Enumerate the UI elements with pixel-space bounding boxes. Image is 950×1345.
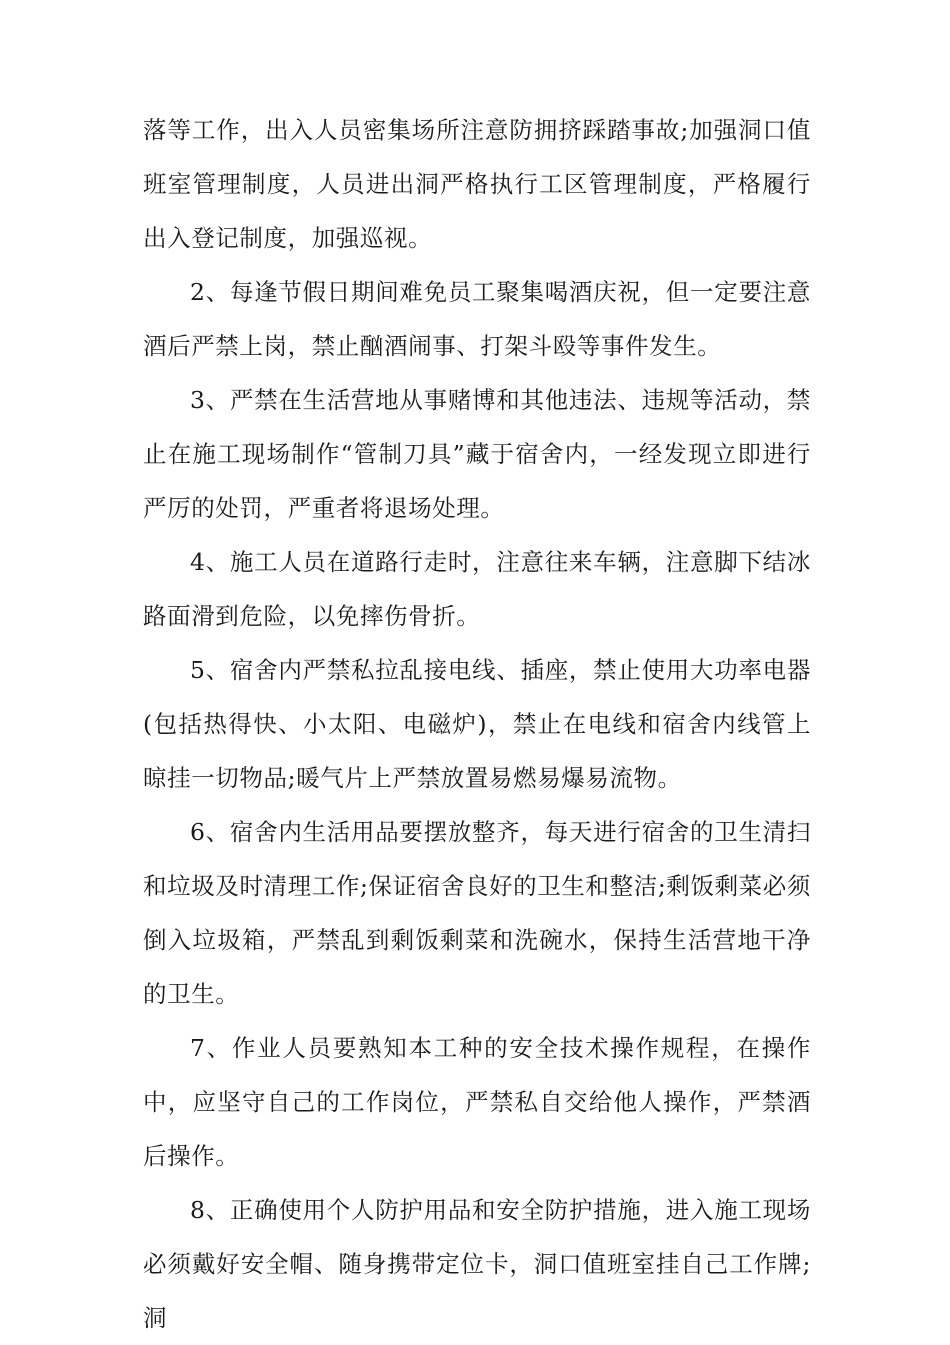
paragraph-item-8: 8、正确使用个人防护用品和安全防护措施，进入施工现场必须戴好安全帽、随身携带定位卡，洞口值班室挂自己工作牌;洞 <box>143 1196 811 1332</box>
paragraph-item-6: 6、宿舍内生活用品要摆放整齐，每天进行宿舍的卫生清扫和垃圾及时清理工作;保证宿舍良好的卫生和整洁;剩饭剩菜必须倒入垃圾箱，严禁乱到剩饭剩菜和洗碗水，保持生活营地干净的卫生。 <box>143 818 811 1008</box>
paragraph-item-5: 5、宿舍内严禁私拉乱接电线、插座，禁止使用大功率电器(包括热得快、小太阳、电磁炉)，禁止在电线和宿舍内线管上晾挂一切物品;暖气片上严禁放置易燃易爆易流物。 <box>143 656 811 792</box>
paragraph-item-3: 3、严禁在生活营地从事赌博和其他违法、违规等活动，禁止在施工现场制作“管制刀具”藏于宿舍内，一经发现立即进行严厉的处罚，严重者将退场处理。 <box>143 386 811 522</box>
document-page <box>143 103 811 1345</box>
paragraph-continuation: 落等工作，出入人员密集场所注意防拥挤踩踏事故;加强洞口值班室管理制度，人员进出洞严格执行工区管理制度，严格履行出入登记制度，加强巡视。 <box>143 116 811 252</box>
paragraph-item-4: 4、施工人员在道路行走时，注意往来车辆，注意脚下结冰路面滑到危险，以免摔伤骨折。 <box>143 548 811 630</box>
paragraph-item-7: 7、作业人员要熟知本工种的安全技术操作规程，在操作中，应坚守自己的工作岗位，严禁私自交给他人操作，严禁酒后操作。 <box>143 1034 811 1170</box>
paragraph-item-2: 2、每逢节假日期间难免员工聚集喝酒庆祝，但一定要注意酒后严禁上岗，禁止酗酒闹事、打架斗殴等事件发生。 <box>143 278 811 360</box>
